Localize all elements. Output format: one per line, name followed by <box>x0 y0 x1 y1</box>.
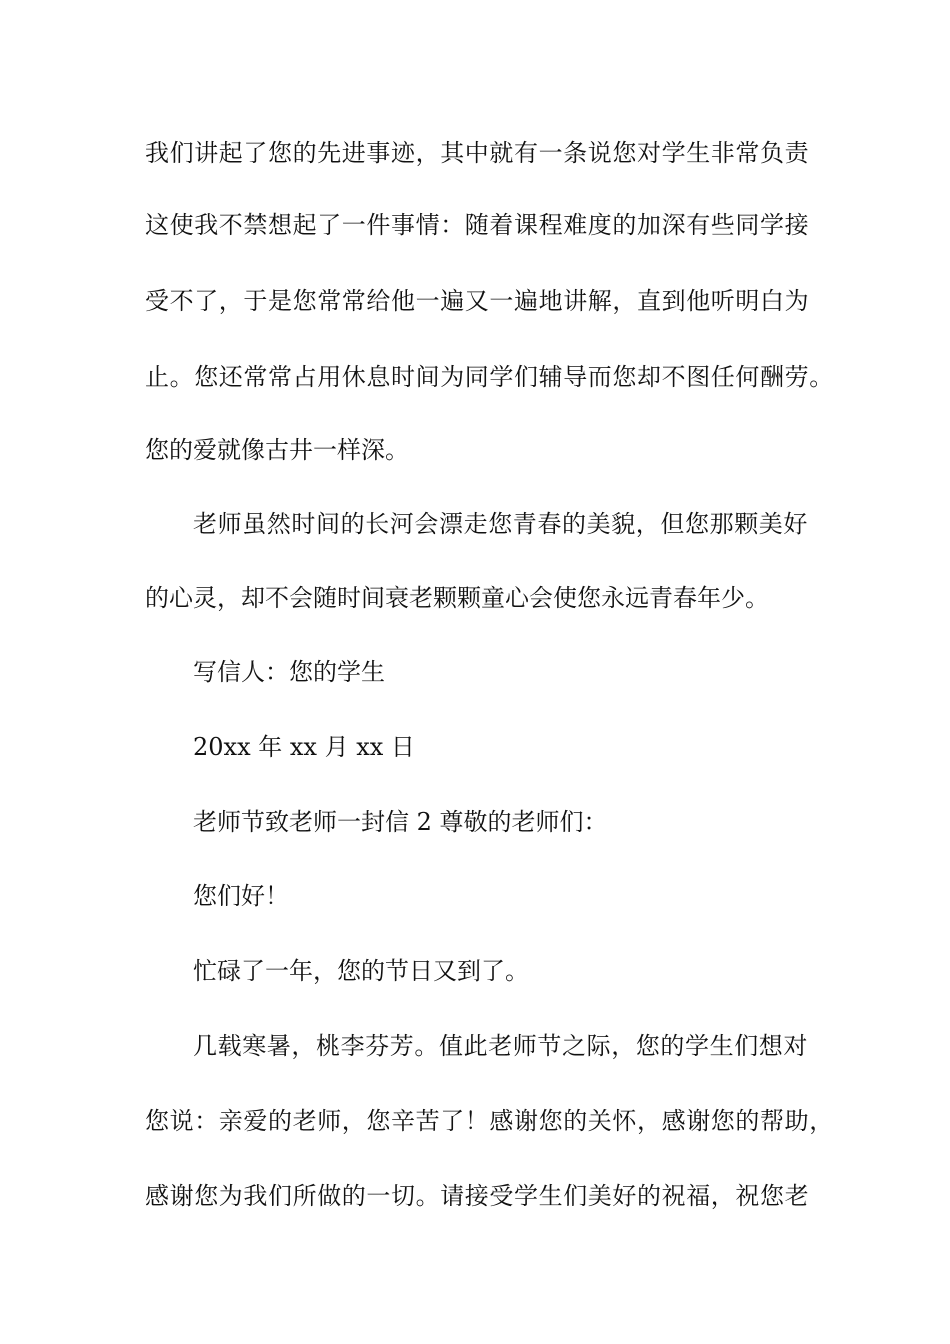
paragraph-line: 几载寒暑，桃李芬芳。值此老师节之际，您的学生们想对 <box>193 1032 808 1060</box>
paragraph-line: 止。您还常常占用休息时间为同学们辅导而您却不图任何酬劳。 <box>145 363 834 391</box>
signature-line: 写信人：您的学生 <box>193 658 385 686</box>
greeting-line: 您们好！ <box>193 882 289 910</box>
paragraph-line: 的心灵，却不会随时间衰老颗颗童心会使您永远青春年少。 <box>145 584 769 612</box>
paragraph-line: 忙碌了一年，您的节日又到了。 <box>193 957 529 985</box>
paragraph-line: 感谢您为我们所做的一切。请接受学生们美好的祝福，祝您老 <box>145 1182 810 1210</box>
paragraph-line: 您的爱就像古井一样深。 <box>145 436 409 464</box>
paragraph-line: 受不了，于是您常常给他一遍又一遍地讲解，直到他听明白为 <box>145 287 810 315</box>
paragraph-line: 老师虽然时间的长河会漂走您青春的美貌，但您那颗美好 <box>193 510 808 538</box>
letter-heading: 老师节致老师一封信 2 尊敬的老师们： <box>193 808 608 836</box>
date-line: 20xx 年 xx 月 xx 日 <box>193 733 415 761</box>
paragraph-line: 这使我不禁想起了一件事情：随着课程难度的加深有些同学接 <box>145 211 810 239</box>
paragraph-line: 我们讲起了您的先进事迹，其中就有一条说您对学生非常负责 <box>145 139 810 167</box>
paragraph-line: 您说：亲爱的老师，您辛苦了！感谢您的关怀，感谢您的帮助， <box>145 1107 834 1135</box>
